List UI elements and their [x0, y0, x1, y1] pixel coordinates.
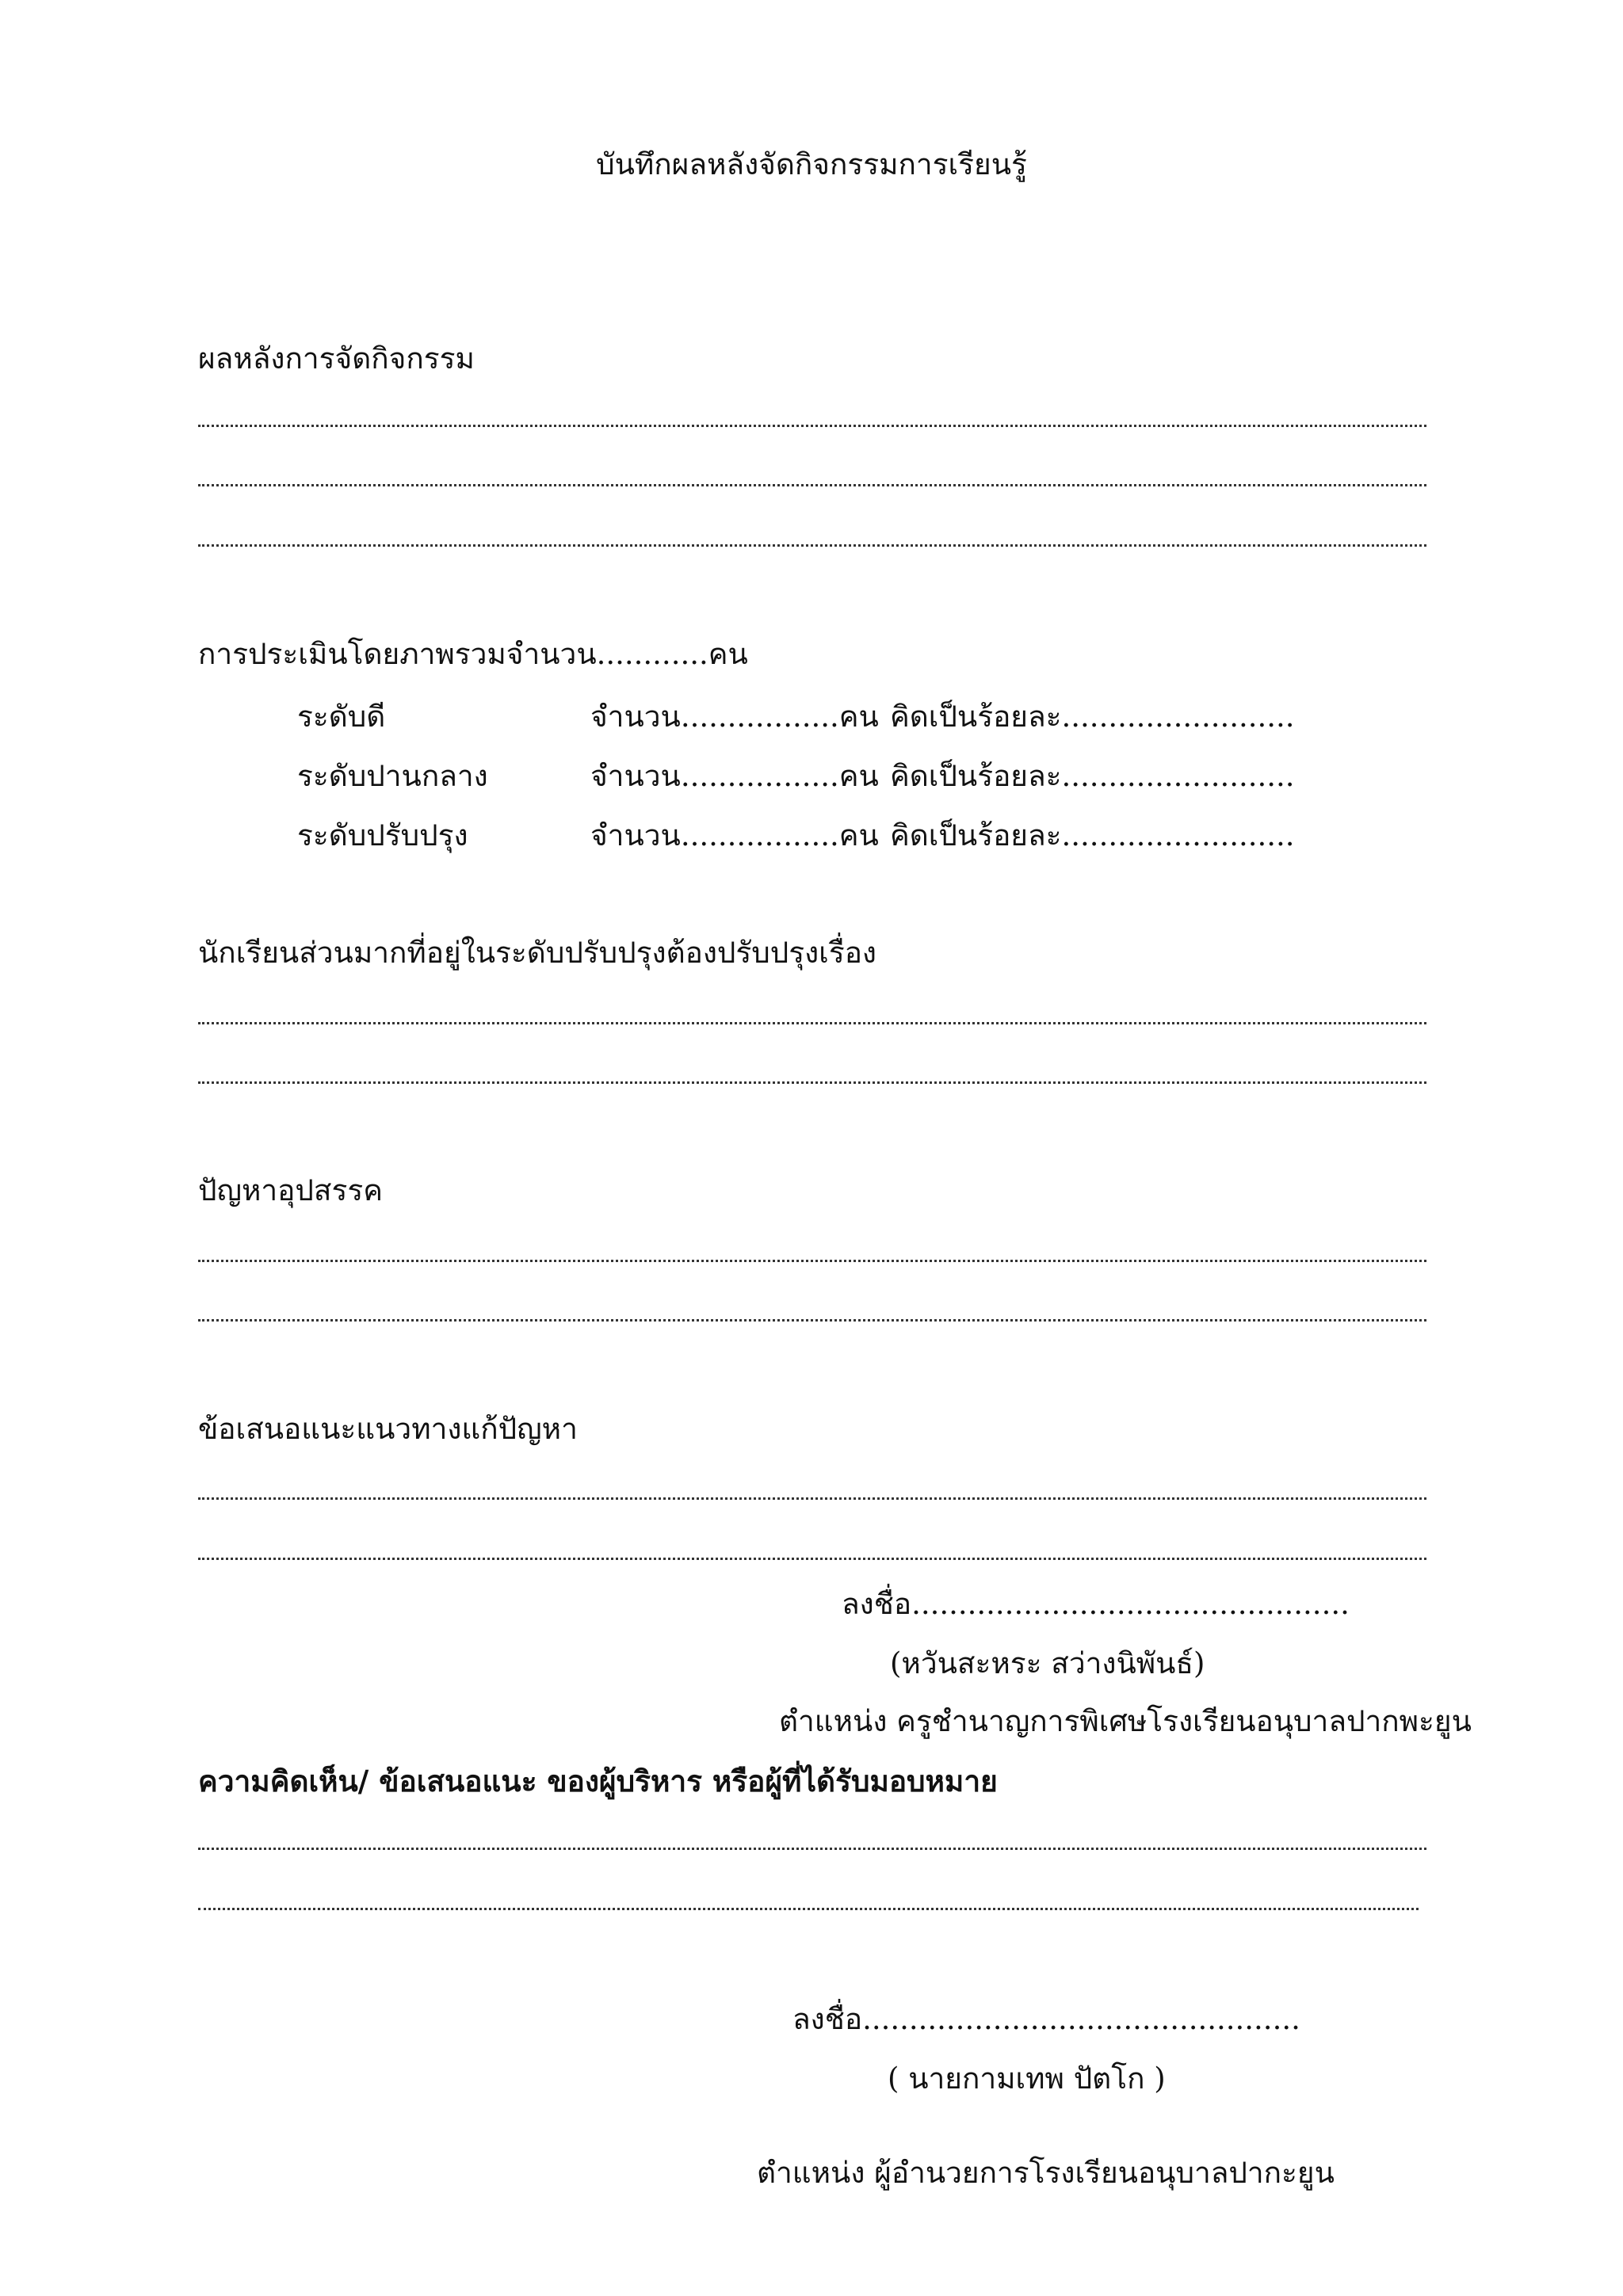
admin-heading: ความคิดเห็น/ ข้อเสนอแนะ ของผู้บริหาร หรือผู้ที่ได้รับมอบหมาย: [198, 1764, 998, 1798]
teacher-position: ตำแหน่ง ครูชำนาญการพิเศษโรงเรียนอนุบาลปากพะยูน: [779, 1704, 1472, 1738]
level-improve-count: จำนวน.................คน: [590, 818, 879, 852]
results-line-3[interactable]: [198, 540, 1426, 547]
level-good-count: จำนวน.................คน: [590, 700, 879, 734]
level-good-label: ระดับดี: [297, 700, 386, 734]
level-medium-count: จำนวน.................คน: [590, 759, 879, 793]
admin-line-2[interactable]: [198, 1903, 1419, 1910]
level-improve-label: ระดับปรับปรุง: [297, 818, 468, 852]
level-good-percent: คิดเป็นร้อยละ.........................: [890, 700, 1295, 734]
suggestions-line-2[interactable]: [198, 1553, 1426, 1560]
level-medium-label: ระดับปานกลาง: [297, 759, 488, 793]
suggestions-heading: ข้อเสนอแนะแนวทางแก้ปัญหา: [198, 1412, 578, 1446]
admin-position: ตำแหน่ง ผู้อำนวยการโรงเรียนอนุบาลปากะยูน: [757, 2156, 1335, 2190]
problems-heading: ปัญหาอุปสรรค: [198, 1173, 383, 1207]
results-line-2[interactable]: [198, 479, 1426, 486]
suggestions-line-1[interactable]: [198, 1493, 1426, 1500]
improve-line-1[interactable]: [198, 1017, 1426, 1024]
page-title: บันทึกผลหลังจัดกิจกรรมการเรียนรู้: [596, 147, 1027, 181]
level-medium-percent: คิดเป็นร้อยละ.........................: [890, 759, 1295, 793]
improve-heading: นักเรียนส่วนมากที่อยู่ในระดับปรับปรุงต้องปรับปรุงเรื่อง: [198, 936, 876, 970]
admin-sign-line[interactable]: ลงชื่อ...............................................: [792, 2002, 1300, 2036]
problems-line-2[interactable]: [198, 1314, 1426, 1322]
problems-line-1[interactable]: [198, 1255, 1426, 1262]
admin-name: ( นายกามเทพ ปัตโก ): [888, 2061, 1166, 2096]
level-improve-percent: คิดเป็นร้อยละ.........................: [890, 818, 1295, 852]
results-line-1[interactable]: [198, 420, 1426, 427]
teacher-sign-line[interactable]: ลงชื่อ...............................................: [842, 1587, 1350, 1621]
teacher-name: (หวันสะหระ สว่างนิพันธ์): [890, 1646, 1205, 1680]
results-heading: ผลหลังการจัดกิจกรรม: [198, 341, 475, 376]
admin-line-1[interactable]: [198, 1843, 1426, 1850]
assessment-heading: การประเมินโดยภาพรวมจำนวน............คน: [198, 637, 748, 671]
improve-line-2[interactable]: [198, 1077, 1426, 1084]
